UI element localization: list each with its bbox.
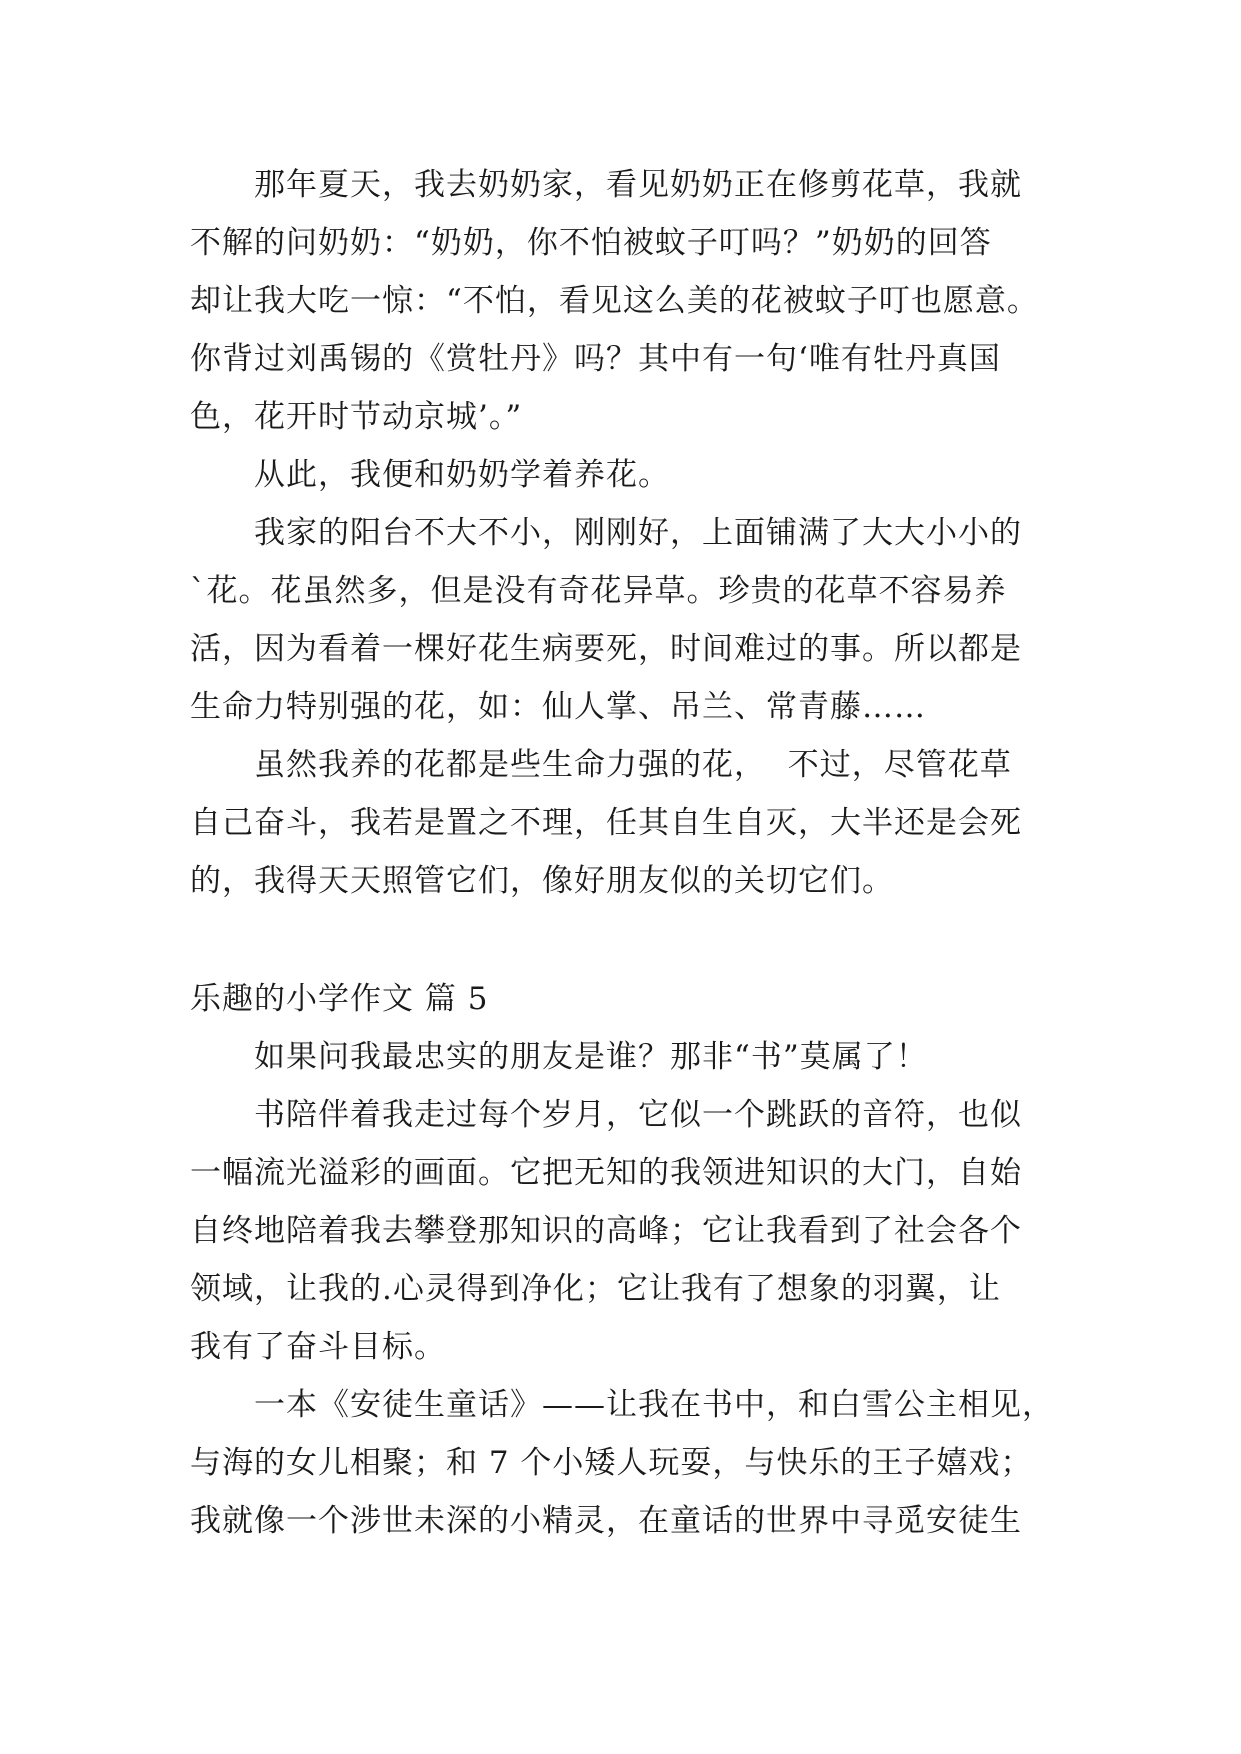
text-line: 自己奋斗，我若是置之不理，任其自生自灭，大半还是会死 [190,805,1022,841]
text-line: 一本《安徒生童话》——让我在书中，和白雪公主相见， [190,1387,1054,1423]
text-line: 我就像一个涉世未深的小精灵，在童话的世界中寻觅安徒生 [190,1503,1022,1539]
text-line: 我有了奋斗目标。 [190,1329,446,1365]
text-line: 你背过刘禹锡的《赏牡丹》吗？其中有一句‘唯有牡丹真国 [190,341,1001,377]
text-line: 与海的女儿相聚；和 7 个小矮人玩耍，与快乐的王子嬉戏； [190,1445,1033,1481]
text-line: 生命力特别强的花，如：仙人掌、吊兰、常青藤…… [190,689,926,725]
text-line: 色，花开时节动京城’。” [190,399,523,435]
text-line: 却让我大吃一惊：“不怕，看见这么美的花被蚊子叮也愿意。 [190,283,1039,319]
text-line: 虽然我养的花都是些生命力强的花， 不过，尽管花草 [190,747,1012,783]
text-line: 书陪伴着我走过每个岁月，它似一个跳跃的音符，也似 [190,1097,1022,1133]
text-line: 我家的阳台不大不小，刚刚好，上面铺满了大大小小的 [190,515,1022,551]
text-line: 领域，让我的.心灵得到净化；它让我有了想象的羽翼，让 [190,1271,1001,1307]
text-line: 如果问我最忠实的朋友是谁？那非“书”莫属了！ [190,1039,928,1075]
text-line: 活，因为看着一棵好花生病要死，时间难过的事。所以都是 [190,631,1022,667]
text-line: 那年夏天，我去奶奶家，看见奶奶正在修剪花草，我就 [190,167,1022,203]
text-line: `花。花虽然多，但是没有奇花异草。珍贵的花草不容易养 [190,573,1007,609]
text-line: 从此，我便和奶奶学着养花。 [190,457,670,493]
text-line: 自终地陪着我去攀登那知识的高峰；它让我看到了社会各个 [190,1213,1022,1249]
section-heading: 乐趣的小学作文 篇 5 [190,981,489,1017]
text-line: 的，我得天天照管它们，像好朋友似的关切它们。 [190,863,894,899]
text-line: 不解的问奶奶：“奶奶，你不怕被蚊子叮吗？”奶奶的回答 [190,225,992,261]
text-line: 一幅流光溢彩的画面。它把无知的我领进知识的大门，自始 [190,1155,1022,1191]
